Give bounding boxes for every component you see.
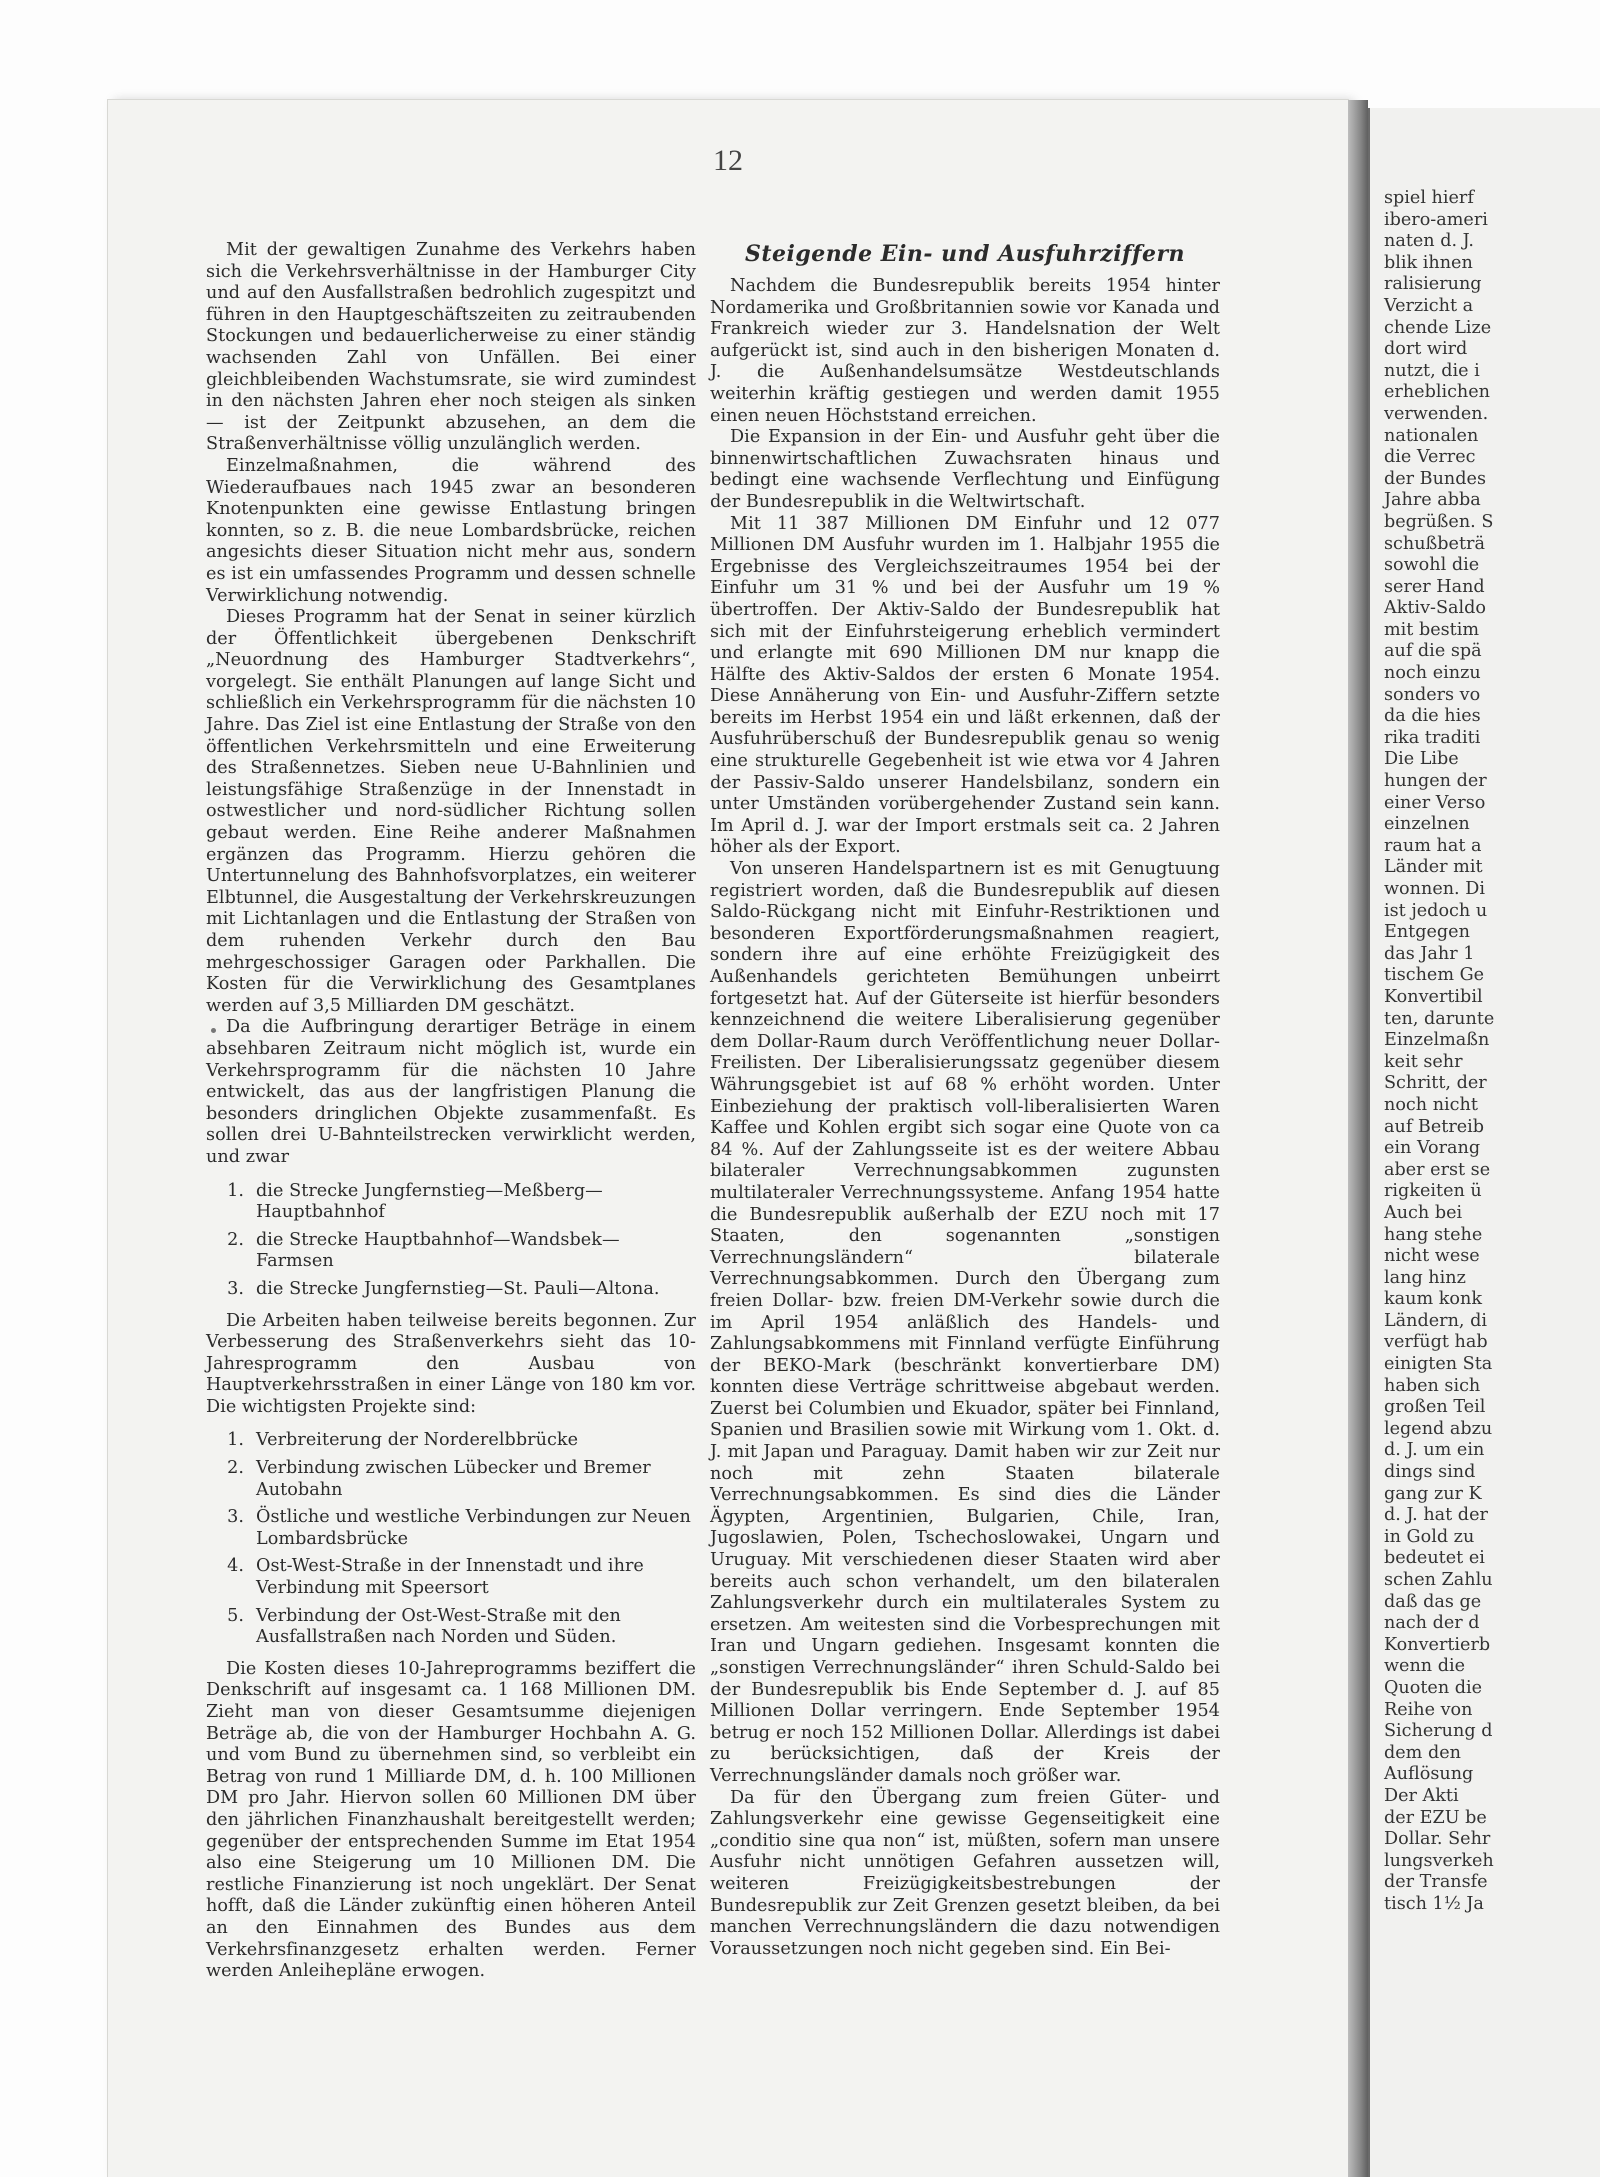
right-paragraphs: [710, 276, 1220, 1960]
fragment-line: kaum konk: [1384, 1289, 1483, 1310]
fragment-line: Verzicht a: [1384, 295, 1474, 316]
fragment-line: nationalen: [1384, 425, 1479, 446]
fragment-line: ralisierung: [1384, 274, 1482, 295]
list-number: 3.: [227, 1507, 244, 1528]
document-page: [108, 100, 1348, 2177]
fragment-line: erheblichen: [1384, 382, 1491, 403]
fragment-line: wenn die: [1384, 1656, 1466, 1677]
list-item: [206, 1279, 696, 1301]
paragraph: Die Expansion in der Ein- und Ausfuhr geht über die binnenwirtschaftlichen Zuwachsraten hinaus und bedingt eine wachsende Verflechtung und Einfügung der Bundesrepublik in die Weltwirtschaft.: [710, 427, 1220, 512]
fragment-line: mit bestim: [1384, 619, 1480, 640]
fragment-line: auf Betreib: [1384, 1116, 1485, 1137]
fragment-line: ibero-ameri: [1384, 209, 1488, 230]
section-heading: Steigende Ein- und Ausfuhrziffern: [744, 241, 1186, 267]
fragment-line: noch nicht: [1384, 1094, 1478, 1115]
fragment-line: sonders vo: [1384, 684, 1481, 705]
fragment-line: haben sich: [1384, 1375, 1481, 1396]
list-item: [206, 1430, 696, 1452]
fragment-line: verfügt hab: [1384, 1332, 1488, 1353]
fragment-line: Auflösung: [1384, 1764, 1474, 1785]
fragment-line: blik ihnen: [1384, 252, 1473, 273]
fragment-line: gang zur K: [1384, 1483, 1482, 1504]
fragment-line: die Verrec: [1384, 447, 1476, 468]
next-page-edge: [1368, 108, 1600, 2177]
fragment-line: noch einzu: [1384, 663, 1481, 684]
fragment-line: dort wird: [1384, 339, 1468, 360]
fragment-line: rika traditi: [1384, 727, 1481, 748]
list-text: die Strecke Jungfernstieg—Meßberg—Hauptbahnhof: [256, 1180, 603, 1223]
fragment-line: d. J. hat der: [1384, 1505, 1488, 1526]
list-item: [206, 1556, 696, 1599]
page-number: 12: [713, 144, 743, 177]
list-text: Verbindung zwischen Lübecker und Bremer Autobahn: [256, 1458, 651, 1500]
fragment-line: Der Akti: [1384, 1785, 1459, 1806]
fragment-line: chende Lize: [1384, 317, 1492, 338]
fragment-line: nicht wese: [1384, 1246, 1480, 1267]
fragment-line: Reihe von: [1384, 1699, 1473, 1720]
fragment-line: nutzt, die i: [1384, 360, 1480, 381]
fragment-line: Aktiv-Saldo: [1384, 598, 1486, 619]
list-number: 3.: [227, 1278, 244, 1299]
list-item: [206, 1458, 696, 1501]
list-text: Verbindung der Ost-West-Straße mit den Ausfallstraßen nach Norden und Süden.: [256, 1605, 621, 1648]
fragment-line: Quoten die: [1384, 1677, 1483, 1698]
paragraph: Mit 11 387 Millionen DM Einfuhr und 12 077 Millionen DM Ausfuhr wurden im 1. Halbjahr 1955 die Ergebnisse des Vergleichszeitraumes 1954 bei der Einfuhr um 31 % und bei der Ausfuhr um 19 % übertroffen. Der Aktiv-Saldo der Bundesrepublik hat sich mit der Einfuhrsteigerung erheblich vermindert und erlangte mit 690 Millionen DM nur knapp die Hälfte des Aktiv-Saldos der ersten 6 Monate 1954. Diese Annäherung von Ein- und Ausfuhr-Ziffern setzte bereits im Herbst 1954 ein und läßt erkennen, daß der Ausfuhrüberschuß der Bundesrepublik genau so wenig eine strukturelle Gegebenheit ist wie etwa vor 4 Jahren der Passiv-Saldo unserer Handelsbilanz, sondern ein unter Umständen vorübergehender Zustand sein kann. Im April d. J. war der Import erstmals seit ca. 2 Jahren höher als der Export.: [710, 513, 1220, 858]
list-number: 1.: [227, 1180, 244, 1201]
list-number: 4.: [227, 1556, 244, 1577]
fragment-line: Auch bei: [1384, 1202, 1463, 1223]
fragment-line: da die hies: [1384, 706, 1481, 727]
list-text: die Strecke Jungfernstieg—St. Pauli—Altona.: [256, 1278, 660, 1299]
fragment-line: ten, darunte: [1384, 1008, 1495, 1029]
fragment-line: Schritt, der: [1384, 1073, 1487, 1094]
fragment-line: rigkeiten ü: [1384, 1181, 1482, 1202]
paragraph: Da für den Übergang zum freien Güter- und Zahlungsverkehr eine gewisse Gegenseitigkeit eine „conditio sine qua non“ ist, müßten, sofern man unsere Ausfuhr nicht unnötigen Gefahren aussetzen will, weiteren Freizügigkeitsbestrebungen der Bundesrepublik zur Zeit Grenzen gesetzt bleiben, da bei manchen Verrechnungsländern die dazu notwendigen Voraussetzungen noch nicht gegeben sind. Ein Bei-: [710, 1787, 1220, 1959]
fragment-line: legend abzu: [1384, 1418, 1493, 1439]
fragment-line: aber erst se: [1384, 1159, 1491, 1180]
right-column: [710, 240, 1220, 1960]
list-number: 2.: [227, 1229, 244, 1250]
fragment-line: dings sind: [1384, 1462, 1476, 1483]
list-item: [206, 1606, 696, 1649]
fragment-line: das Jahr 1: [1384, 943, 1475, 964]
fragment-line: nach der d: [1384, 1613, 1480, 1634]
fragment-line: tischem Ge: [1384, 965, 1485, 986]
fragment-line: verwenden.: [1384, 403, 1489, 424]
list-number: 1.: [227, 1430, 244, 1451]
fragment-line: ein Vorang: [1384, 1138, 1481, 1159]
fragment-line: raum hat a: [1384, 835, 1482, 856]
fragment-line: dem den: [1384, 1742, 1461, 1763]
left-column: [206, 240, 696, 1983]
fragment-line: Ländern, di: [1384, 1310, 1487, 1331]
list-text: Verbreiterung der Norderelbbrücke: [256, 1430, 579, 1451]
fragment-line: keit sehr: [1384, 1051, 1463, 1072]
fragment-line: sowohl die: [1384, 555, 1480, 576]
fragment-line: wonnen. Di: [1384, 879, 1485, 899]
paragraph: Da die Aufbringung derartiger Beträge in einem absehbaren Zeitraum nicht möglich ist, wurde ein Verkehrsprogramm für die nächsten 10 Jahre entwickelt, das aus der langfristigen Planung die besonders dringlichen Objekte zusammenfaßt. Es sollen drei U-Bahnteilstrecken verwirklicht werden, und zwar: [206, 1017, 696, 1167]
list-text: Ost-West-Straße in der Innenstadt und ihre Verbindung mit Speersort: [256, 1556, 644, 1599]
list-number: 2.: [227, 1458, 244, 1479]
fragment-line: großen Teil: [1384, 1397, 1486, 1418]
list-text: Östliche und westliche Verbindungen zur Neuen Lombardsbrücke: [256, 1507, 691, 1549]
book-gutter: [1348, 100, 1368, 2177]
paragraph: Einzelmaßnahmen, die während des Wiederaufbaues nach 1945 zwar an besonderen Knotenpunkten eine gewisse Entlastung bringen konnten, so z. B. die neue Lombardsbrücke, reichen angesichts dieser Situation nicht mehr aus, sondern es ist ein umfassendes Programm und dessen schnelle Verwirklichung notwendig.: [206, 455, 696, 606]
paragraph: Die Arbeiten haben teilweise bereits begonnen. Zur Verbesserung des Straßenverkehrs sieht das 10-Jahresprogramm den Ausbau von Hauptverkehrsstraßen in einer Länge von 180 km vor. Die wichtigsten Projekte sind:: [206, 1310, 696, 1417]
next-page-text-fragments: [1384, 188, 1584, 1916]
fragment-line: lungsverkeh: [1384, 1850, 1494, 1871]
fragment-line: der EZU be: [1384, 1807, 1487, 1828]
fragment-line: hungen der: [1384, 771, 1487, 792]
fragment-line: Entgegen: [1384, 922, 1470, 943]
fragment-line: begrüßen. S: [1384, 511, 1494, 532]
fragment-line: schußbeträ: [1384, 533, 1485, 554]
road-projects-list: [206, 1430, 696, 1648]
fragment-line: naten d. J.: [1384, 231, 1474, 252]
paragraph: Von unseren Handelspartnern ist es mit Genugtuung registriert worden, daß die Bundesrepublik auf diesen Saldo-Rückgang nicht mit Einfuhr-Restriktionen und besonderen Exportförderungsmaßnahmen reagiert, sondern ihre auf eine erhöhte Freizügigkeit des Außenhandels gerichteten Bemühungen unbeirrt fortgesetzt hat. Auf der Güterseite ist hierfür besonders kennzeichnend die weitere Liberalisierung gegenüber dem Dollar-Raum durch Veröffentlichung neuer Dollar-Freilisten. Der Liberalisierungssatz gegenüber diesem Währungsgebiet ist auf 68 % erhöht worden. Unter Einbeziehung der praktisch voll-liberalisierten Waren Kaffee und Kohlen ergibt sich sogar eine Quote von ca 84 %. Auf der Zahlungsseite ist es der weitere Abbau bilateraler Verrechnungsabkommen zugunsten multilateraler Verrechnungssysteme. Anfang 1954 hatte die Bundesrepublik außerhalb der EZU noch mit 17 Staaten, den sogenannten „sonstigen Verrechnungsländern“ bilaterale Verrechnungsabkommen. Durch den Übergang zum freien Dollar- bzw. freien DM-Verkehr sowie durch die im April 1954 anläßlich des Handels- und Zahlungsabkommens mit Finnland verfügte Einführung der BEKO-Mark (beschränkt konvertierbare DM) konnten diese Verträge schrittweise abgebaut werden. Zuerst bei Columbien und Ekuador, später bei Finnland, Spanien und Brasilien sowie mit Wirkung vom 1. Okt. d. J. mit Japan und Paraguay. Damit haben wir zur Zeit nur noch mit zehn Staaten bilaterale Verrechnungsabkommen. Es sind dies die Länder Ägypten, Argentinien, Bulgarien, Chile, Iran, Jugoslawien, Polen, Tschechoslowakei, Ungarn und Uruguay. Mit verschiedenen dieser Staaten wird aber bereits auch schon verhandelt, um den bilateralen Zahlungsverkehr durch ein multilaterales System zu ersetzen. Am weitesten sind die Vorbesprechungen mit Iran und Ungarn gediehen. Insgesamt konnten die „sonstigen Verrechnungsländer“ ihren Schuld-Saldo bei der Bundesrepublik bis Ende September d. J. auf 85 Millionen Dollar verringern. Ende September 1954 betrug er noch 152 Millionen Dollar. Allerdings ist dabei zu berücksichtigen, daß der Kreis der Verrechnungsländer damals noch größer war.: [710, 859, 1220, 1786]
fragment-line: Konvertierb: [1384, 1634, 1491, 1655]
fragment-line: lang hinz: [1384, 1267, 1466, 1288]
fragment-line: der Transfe: [1384, 1872, 1488, 1893]
list-text: die Strecke Hauptbahnhof—Wandsbek—Farmsen: [256, 1229, 620, 1272]
fragment-line: d. J. um ein: [1384, 1440, 1485, 1461]
fragment-line: schen Zahlu: [1384, 1570, 1493, 1590]
fragment-line: hang stehe: [1384, 1224, 1483, 1245]
paragraph: Dieses Programm hat der Senat in seiner kürzlich der Öffentlichkeit übergebenen Denkschrift „Neuordnung des Hamburger Stadtverkehrs“, vorgelegt. Sie enthält Planungen auf lange Sicht und schließlich ein Verkehrsprogramm für die nächsten 10 Jahre. Das Ziel ist eine Entlastung der Straße von den öffentlichen Verkehrsmitteln und eine Erweiterung des Straßennetzes. Sieben neue U-Bahnlinien und leistungsfähige Straßenzüge in der Innenstadt in ostwestlicher und nord-südlicher Richtung sollen gebaut werden. Eine Reihe anderer Maßnahmen ergänzen das Programm. Hierzu gehören die Untertunnelung des Bahnhofsvorplatzes, ein weiterer Elbtunnel, die Ausgestaltung der Verkehrskreuzungen mit Lichtanlagen und die Entlastung der Straßen von dem ruhenden Verkehr durch den Bau mehrgeschossiger Garagen oder Parkhallen. Die Kosten für die Verwirklichung des Gesamtplanes werden auf 3,5 Milliarden DM geschätzt.: [206, 607, 696, 1016]
fragment-line: Jahre abba: [1384, 490, 1481, 511]
fragment-line: ist jedoch u: [1384, 900, 1488, 921]
fragment-line: der Bundes: [1384, 468, 1486, 489]
list-item: [206, 1230, 696, 1273]
fragment-line: bedeutet ei: [1384, 1548, 1485, 1569]
list-item: [206, 1181, 696, 1224]
fragment-line: serer Hand: [1384, 576, 1485, 597]
fragment-line: Einzelmaßn: [1384, 1030, 1490, 1051]
fragment-line: Dollar. Sehr: [1384, 1829, 1491, 1850]
paragraph: Die Kosten dieses 10-Jahreprogramms beziffert die Denkschrift auf insgesamt ca. 1 168 Millionen DM. Zieht man von dieser Gesamtsumme diejenigen Beträge ab, die von der Hamburger Hochbahn A. G. und vom Bund zu übernehmen sind, so verbleibt ein Betrag von rund 1 Milliarde DM, d. h. 100 Millionen DM pro Jahr. Hiervon sollen 60 Millionen DM über den jährlichen Finanzhaushalt bereitgestellt werden; gegenüber der entsprechenden Summe im Etat 1954 also eine Steigerung um 10 Millionen DM. Die restliche Finanzierung ist noch ungeklärt. Der Senat hofft, daß die Länder zukünftig einen höheren Anteil an den Einnahmen des Bundes aus dem Verkehrsfinanzgesetz erhalten werden. Ferner werden Anleihepläne erwogen.: [206, 1658, 696, 1982]
fragment-line: daß das ge: [1384, 1591, 1482, 1612]
fragment-line: in Gold zu: [1384, 1526, 1475, 1547]
fragment-line: Konvertibil: [1384, 986, 1483, 1007]
paragraph: Nachdem die Bundesrepublik bereits 1954 hinter Nordamerika und Großbritannien sowie vor Kanada und Frankreich wieder zur 3. Handelsnation der Welt aufgerückt ist, sind auch in den bisherigen Monaten d. J. die Außenhandelsumsätze Westdeutschlands weiterhin kräftig gestiegen und werden damit 1955 einen neuen Höchststand erreichen.: [710, 276, 1220, 426]
fragment-line: auf die spä: [1384, 641, 1482, 662]
u-bahn-list: [206, 1181, 696, 1301]
fragment-line: Sicherung d: [1384, 1721, 1493, 1742]
left-paragraphs: [206, 240, 696, 1169]
fragment-line: tisch 1½ Ja: [1384, 1893, 1484, 1914]
fragment-line: Länder mit: [1384, 857, 1483, 878]
list-number: 5.: [227, 1605, 244, 1626]
paragraph: Mit der gewaltigen Zunahme des Verkehrs haben sich die Verkehrsverhältnisse in der Hamburger City und auf den Ausfallstraßen bedrohlich zugespitzt und führen in den Hauptgeschäftszeiten zu zeitraubenden Stockungen und bedauerlicherweise zu einer ständig wachsenden Zahl von Unfällen. Bei einer gleichbleibenden Wachstumsrate, sie wird zumindest in den nächsten Jahren eher noch steigen als sinken — ist der Zeitpunkt abzusehen, an dem die Straßenverhältnisse völlig unzulänglich werden.: [206, 240, 696, 455]
fragment-line: einigten Sta: [1384, 1354, 1493, 1375]
fragment-line: Die Libe: [1384, 749, 1459, 770]
list-item: [206, 1507, 696, 1550]
fragment-line: einer Verso: [1384, 792, 1486, 813]
fragment-line: einzelnen: [1384, 814, 1470, 835]
fragment-line: spiel hierf: [1384, 188, 1474, 208]
